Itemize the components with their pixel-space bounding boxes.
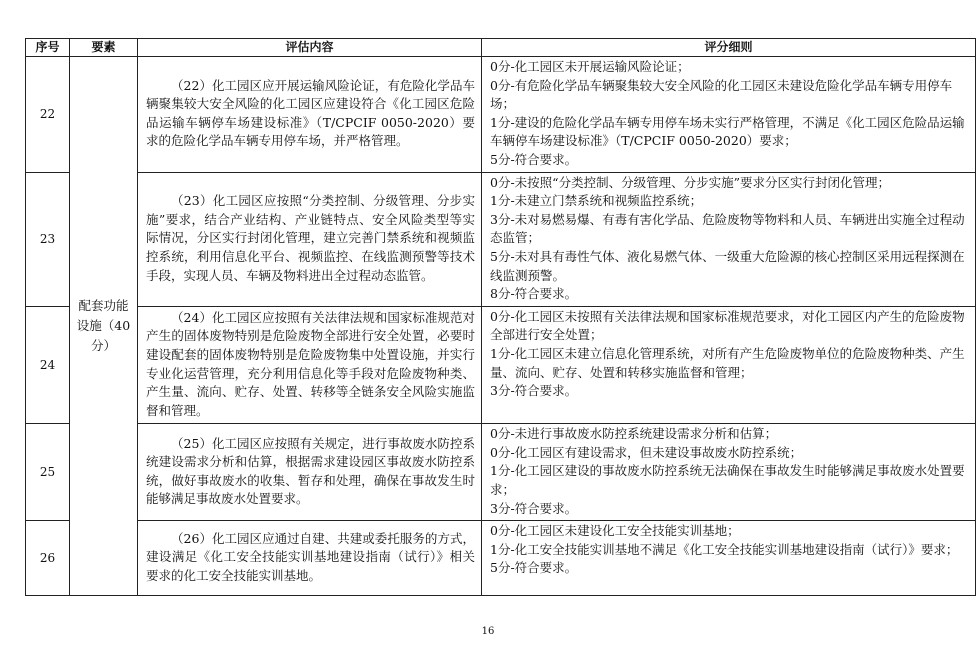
- header-element: 要素: [70, 39, 138, 57]
- row-number: 24: [26, 306, 70, 424]
- assessment-content: [138, 306, 482, 424]
- table-header-row: [26, 39, 976, 57]
- header-serial: 序号: [26, 39, 70, 57]
- detail-line: 0分-有危险化学品车辆聚集较大安全风险的化工园区未建设危险化学品车辆专用停车场；: [490, 77, 953, 112]
- scoring-details: [482, 424, 976, 521]
- header-content: 评估内容: [138, 39, 482, 57]
- scoring-table: [25, 38, 976, 596]
- detail-line: 5分-符合要求。: [490, 560, 578, 576]
- assessment-content: [138, 424, 482, 521]
- assessment-content: [138, 57, 482, 173]
- element-label: 配套功能设施（40分）: [76, 298, 131, 354]
- table-row: [26, 57, 976, 173]
- scoring-details: [482, 306, 976, 424]
- table-row: [26, 172, 976, 306]
- content-text: （23）化工园区应按照“分类控制、分级管理、分步实施”要求，结合产业结构、产业链特点、安全风险类型等实际情况，分区实行封闭化管理，建立完善门禁系统和视频监控系统，利用信息化平台、视频监控、在线监测预警等技术手段，实现人员、车辆及物料进出全过程动态监管。: [146, 193, 475, 283]
- detail-line: 0分-化工园区有建设需求，但未建设事故废水防控系统；: [490, 444, 803, 460]
- row-number: 26: [26, 521, 70, 596]
- content-text: （22）化工园区应开展运输风险论证，有危险化学品车辆聚集较大安全风险的化工园区应建设符合《化工园区危险品运输车辆停车场建设标准》（T/CPCIF 0050-2020）要求的危险化学品车辆专用停车场，并严格管理。: [146, 77, 475, 149]
- detail-line: 0分-化工园区未按照有关法律法规和国家标准规范要求，对化工园区内产生的危险废物全部进行安全处置；: [490, 308, 965, 343]
- table-row: [26, 521, 976, 596]
- element-cell: [70, 57, 138, 596]
- content-text: （24）化工园区应按照有关法律法规和国家标准规范对产生的固体废物特别是危险废物全部进行安全处置，必要时建设配套的固体废物特别是危险废物集中处置设施，并实行专业化运营管理，充分利用信息化等手段对危险废物种类、产生量、流向、贮存、处置、转移等全链条安全风险实施监督和管理。: [146, 309, 475, 418]
- detail-line: 3分-符合要求。: [490, 500, 578, 516]
- page-number: 16: [481, 626, 495, 637]
- detail-line: 1分-建设的危险化学品车辆专用停车场未实行严格管理，不满足《化工园区危险品运输车辆停车场建设标准》（T/CPCIF 0050-2020）要求；: [490, 114, 965, 149]
- scoring-details: [482, 521, 976, 596]
- content-text: （25）化工园区应按照有关规定，进行事故废水防控系统建设需求分析和估算，根据需求建设园区事故废水防控系统，做好事故废水的收集、暂存和处理，确保在事故发生时能够满足事故废水处置要求。: [146, 435, 475, 507]
- scoring-details: [482, 57, 976, 173]
- content-text: （26）化工园区应通过自建、共建或委托服务的方式，建设满足《化工安全技能实训基地建设指南（试行）》相关要求的化工安全技能实训基地。: [146, 530, 475, 584]
- header-criteria: 评分细则: [482, 39, 976, 57]
- detail-line: 5分-未对具有毒性气体、液化易燃气体、一级重大危险源的核心控制区采用远程探测在线监测预警。: [490, 248, 965, 283]
- detail-line: 8分-符合要求。: [490, 286, 578, 302]
- row-number: 23: [26, 172, 70, 306]
- detail-line: 3分-未对易燃易爆、有毒有害化学品、危险废物等物料和人员、车辆进出实施全过程动态监管；: [490, 211, 965, 246]
- detail-line: 1分-化工园区建设的事故废水防控系统无法确保在事故发生时能够满足事故废水处置要求；: [490, 463, 965, 498]
- detail-line: 0分-未按照“分类控制、分级管理、分步实施”要求分区实行封闭化管理；: [490, 174, 890, 190]
- assessment-content: [138, 172, 482, 306]
- table-row: [26, 424, 976, 521]
- table-row: [26, 306, 976, 424]
- scoring-details: [482, 172, 976, 306]
- row-number: 22: [26, 57, 70, 173]
- detail-line: 0分-化工园区未建设化工安全技能实训基地；: [490, 523, 740, 539]
- row-number: 25: [26, 424, 70, 521]
- detail-line: 1分-化工安全技能实训基地不满足《化工安全技能实训基地建设指南（试行）》要求；: [490, 541, 959, 557]
- detail-line: 3分-符合要求。: [490, 383, 578, 399]
- detail-line: 1分-未建立门禁系统和视频监控系统；: [490, 193, 703, 209]
- detail-line: 1分-化工园区未建立信息化管理系统，对所有产生危险废物单位的危险废物种类、产生量、流向、贮存、处置和转移实施监督和管理；: [490, 345, 965, 380]
- assessment-content: [138, 521, 482, 596]
- scoring-table-sheet: [25, 38, 975, 596]
- detail-line: 5分-符合要求。: [490, 151, 578, 167]
- detail-line: 0分-未进行事故废水防控系统建设需求分析和估算；: [490, 426, 778, 442]
- detail-line: 0分-化工园区未开展运输风险论证；: [490, 59, 690, 74]
